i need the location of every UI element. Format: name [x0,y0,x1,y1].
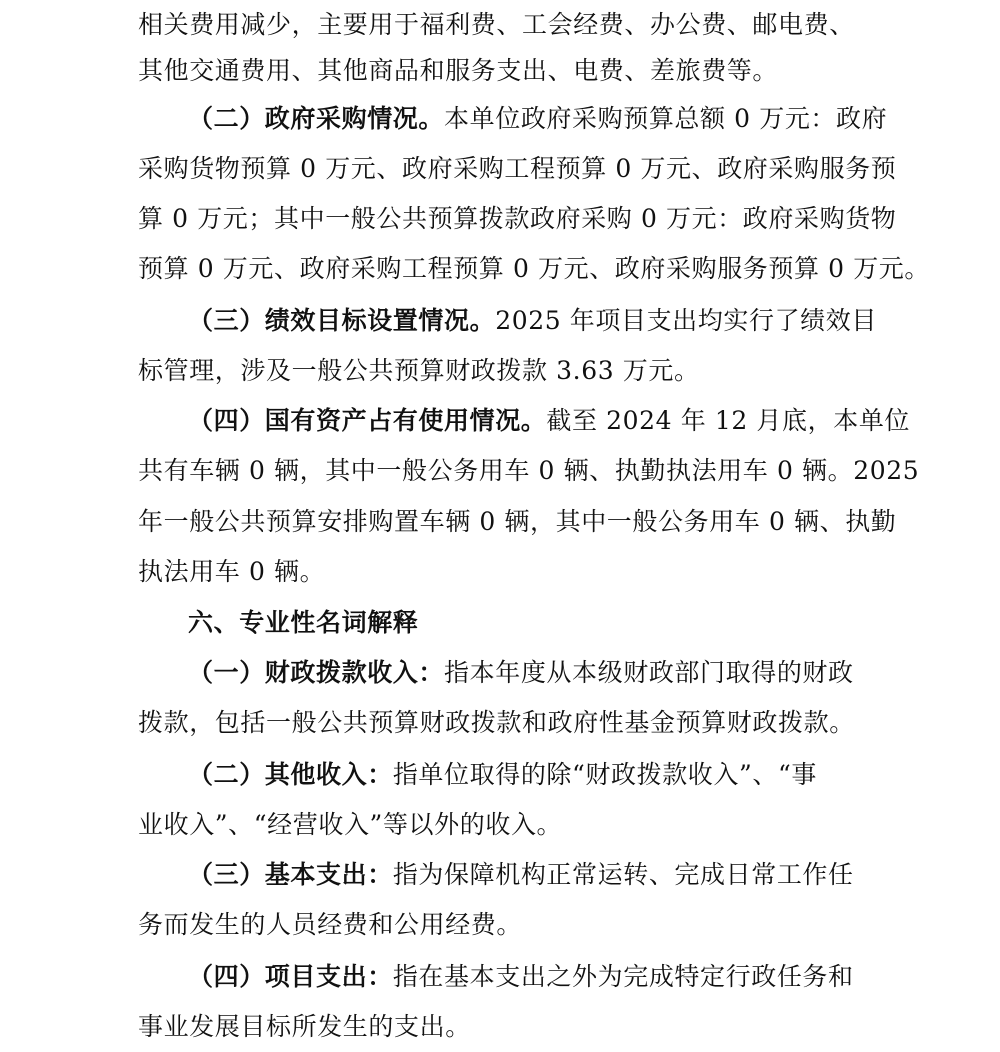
paragraph-line: 算 0 万元；其中一般公共预算拨款政府采购 0 万元：政府采购货物 [138,204,897,233]
term-definition: 指本年度从本级财政部门取得的财政 [444,658,854,687]
term-definition: 指单位取得的除“财政拨款收入”、“事 [392,760,817,789]
section-lead: （四）国有资产占有使用情况。 [188,406,547,435]
paragraph-line [188,94,898,144]
paragraph-line [188,296,898,346]
paragraph-line [188,850,898,900]
term-label: （二）其他收入： [188,760,393,789]
paragraph-line: 共有车辆 0 辆，其中一般公务用车 0 辆、执勤执法用车 0 辆。2025 [138,456,920,485]
paragraph-line: 年一般公共预算安排购置车辆 0 辆，其中一般公务用车 0 辆、执勤 [138,507,897,536]
paragraph-line: 相关费用减少，主要用于福利费、工会经费、办公费、邮电费、 [138,10,855,39]
paragraph-line: 务而发生的人员经费和公用经费。 [138,910,523,939]
paragraph-line: 业收入”、“经营收入”等以外的收入。 [138,810,563,839]
paragraph-line: 标管理，涉及一般公共预算财政拨款 3.63 万元。 [138,356,700,385]
paragraph-line [188,648,898,698]
term-definition: 指为保障机构正常运转、完成日常工作任 [392,860,854,889]
paragraph-line [188,750,898,800]
term-label: （一）财政拨款收入： [188,658,445,687]
section-heading: 六、专业性名词解释 [188,608,419,637]
paragraph-line: 采购货物预算 0 万元、政府采购工程预算 0 万元、政府采购服务预 [138,154,897,183]
paragraph-line: 事业发展目标所发生的支出。 [138,1012,471,1041]
paragraph-line: 拨款，包括一般公共预算财政拨款和政府性基金预算财政拨款。 [138,708,855,737]
paragraph-line: 预算 0 万元、政府采购工程预算 0 万元、政府采购服务预算 0 万元。 [138,254,931,283]
term-definition: 指在基本支出之外为完成特定行政任务和 [392,962,854,991]
term-label: （三）基本支出： [188,860,393,889]
paragraph-text: 2025 年项目支出均实行了绩效目 [495,306,877,335]
paragraph-line: 执法用车 0 辆。 [138,557,326,586]
section-lead: （二）政府采购情况。 [188,104,445,133]
paragraph-line: 其他交通费用、其他商品和服务支出、电费、差旅费等。 [138,56,779,85]
section-lead: （三）绩效目标设置情况。 [188,306,496,335]
paragraph-line [188,396,911,446]
paragraph-text: 截至 2024 年 12 月底，本单位 [546,406,911,435]
paragraph-line [188,952,898,1002]
term-label: （四）项目支出： [188,962,393,991]
paragraph-text: 本单位政府采购预算总额 0 万元：政府 [444,104,888,133]
